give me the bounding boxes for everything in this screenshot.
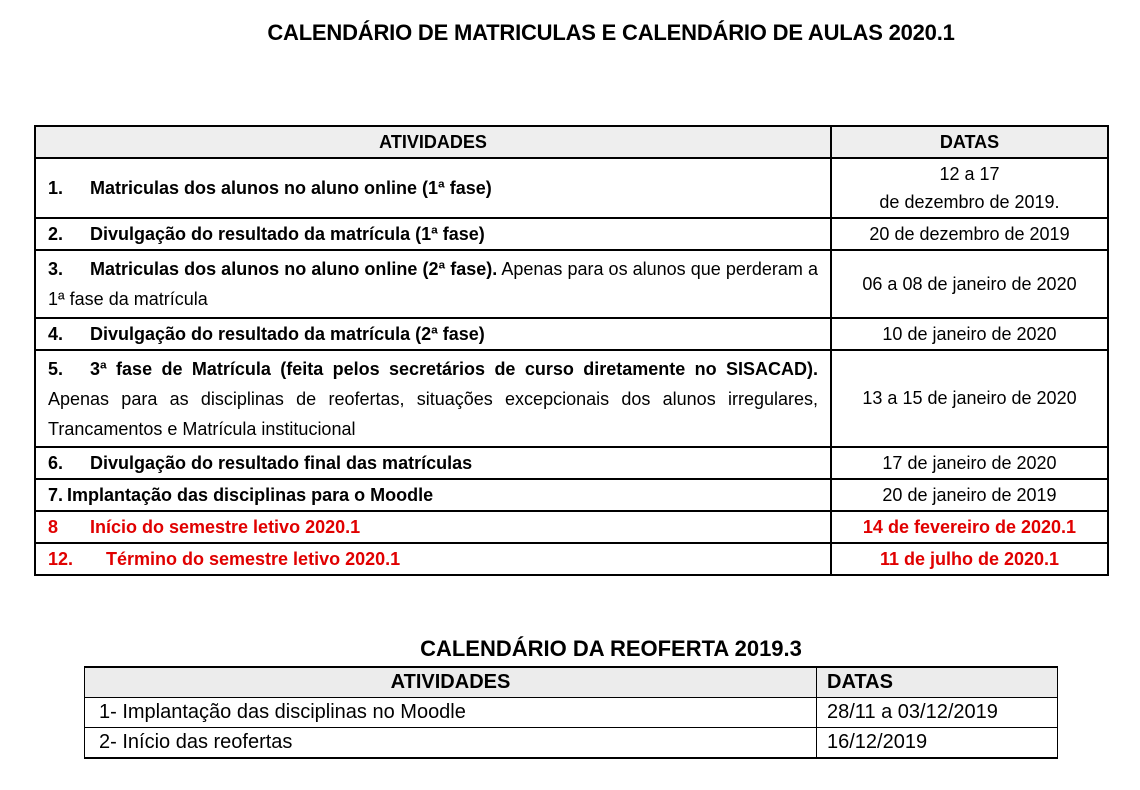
activity-cell bbox=[35, 479, 831, 511]
date-line-2: de dezembro de 2019. bbox=[879, 192, 1060, 212]
row-number: 7. bbox=[48, 485, 64, 505]
activity-text: Divulgação do resultado da matrícula (2ª fase) bbox=[90, 324, 485, 344]
row-number: 1. bbox=[48, 178, 64, 198]
activity-note: Apenas para as disciplinas de reofertas, situações excepcionais dos alunos irregulares, Trancamentos e Matrícula institucional bbox=[48, 388, 818, 439]
table-row bbox=[35, 479, 1108, 511]
header-dates: DATAS bbox=[831, 126, 1108, 158]
row-number: 8 bbox=[48, 517, 59, 537]
enrollment-calendar-table bbox=[34, 125, 1109, 576]
header-dates: DATAS bbox=[817, 667, 1058, 698]
date-cell bbox=[831, 158, 1108, 218]
activity-cell bbox=[35, 543, 831, 575]
row-number: 12. bbox=[48, 549, 74, 569]
date-cell: 17 de janeiro de 2020 bbox=[831, 447, 1108, 479]
table-row bbox=[85, 698, 1058, 728]
date-cell: 20 de dezembro de 2019 bbox=[831, 218, 1108, 250]
row-number: 5. bbox=[48, 358, 64, 379]
activity-text: Divulgação do resultado da matrícula (1ª fase) bbox=[90, 224, 485, 244]
table-row bbox=[35, 318, 1108, 350]
activity-text: Divulgação do resultado final das matrículas bbox=[90, 453, 473, 473]
date-cell: 14 de fevereiro de 2020.1 bbox=[831, 511, 1108, 543]
date-cell: 20 de janeiro de 2019 bbox=[831, 479, 1108, 511]
row-number: 3. bbox=[48, 259, 64, 279]
activity-text: Implantação das disciplinas para o Moodle bbox=[67, 485, 434, 505]
activity-cell: 2- Início das reofertas bbox=[85, 728, 817, 759]
date-line-1: 12 a 17 bbox=[939, 164, 1000, 184]
activity-text: Matriculas dos alunos no aluno online (1ª fase) bbox=[90, 178, 492, 198]
activity-cell: 1- Implantação das disciplinas no Moodle bbox=[85, 698, 817, 728]
header-activities: ATIVIDADES bbox=[35, 126, 831, 158]
activity-cell bbox=[35, 158, 831, 218]
date-cell: 13 a 15 de janeiro de 2020 bbox=[831, 350, 1108, 447]
table-row bbox=[35, 158, 1108, 218]
activity-text: 3ª fase de Matrícula (feita pelos secretários de curso diretamente no SISACAD). bbox=[90, 358, 818, 379]
activity-note: Apenas para os alunos que perderam a 1ª fase da matrícula bbox=[48, 259, 818, 309]
table-row bbox=[85, 728, 1058, 759]
date-cell: 28/11 a 03/12/2019 bbox=[817, 698, 1058, 728]
date-cell: 10 de janeiro de 2020 bbox=[831, 318, 1108, 350]
date-cell: 06 a 08 de janeiro de 2020 bbox=[831, 250, 1108, 318]
table-row bbox=[35, 350, 1108, 447]
activity-cell bbox=[35, 511, 831, 543]
table-row bbox=[35, 218, 1108, 250]
table-row bbox=[35, 250, 1108, 318]
activity-cell bbox=[35, 318, 831, 350]
activity-text: Início do semestre letivo 2020.1 bbox=[90, 517, 361, 537]
page-title: CALENDÁRIO DE MATRICULAS E CALENDÁRIO DE AULAS 2020.1 bbox=[267, 20, 955, 45]
table-header-row bbox=[35, 126, 1108, 158]
row-number: 4. bbox=[48, 324, 64, 344]
row-number: 6. bbox=[48, 453, 64, 473]
date-cell: 16/12/2019 bbox=[817, 728, 1058, 759]
date-cell: 11 de julho de 2020.1 bbox=[831, 543, 1108, 575]
activity-cell bbox=[35, 218, 831, 250]
header-activities: ATIVIDADES bbox=[85, 667, 817, 698]
reoferta-calendar-table bbox=[84, 666, 1058, 759]
row-number: 2. bbox=[48, 224, 64, 244]
table-row-highlight bbox=[35, 543, 1108, 575]
table-row-highlight bbox=[35, 511, 1108, 543]
activity-cell bbox=[35, 350, 831, 447]
table-row bbox=[35, 447, 1108, 479]
activity-cell bbox=[35, 250, 831, 318]
activity-text: Matriculas dos alunos no aluno online (2ª fase). bbox=[90, 259, 498, 279]
activity-cell bbox=[35, 447, 831, 479]
section-title-reoferta: CALENDÁRIO DA REOFERTA 2019.3 bbox=[420, 636, 802, 661]
activity-text: Término do semestre letivo 2020.1 bbox=[106, 549, 401, 569]
table-header-row bbox=[85, 667, 1058, 698]
